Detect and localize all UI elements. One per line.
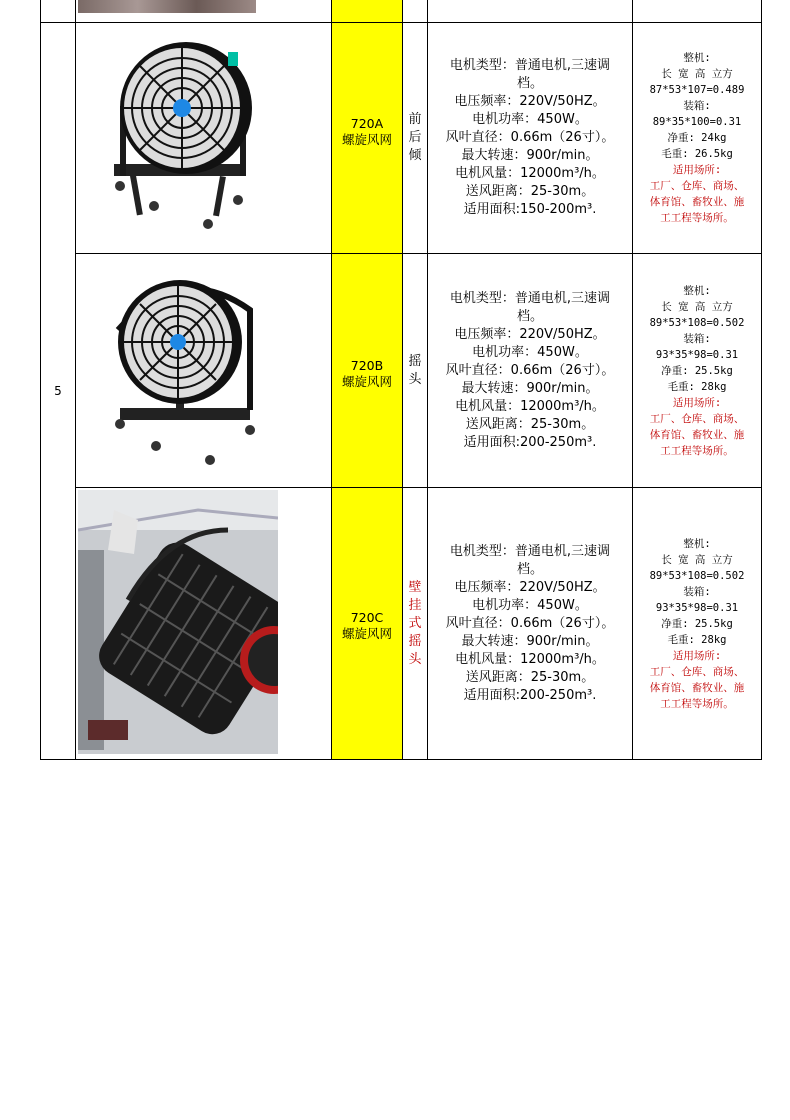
table-border [761,0,762,760]
spec-line: 电机类型：普通电机,三速调 [449,290,611,306]
use-line: 工工程等场所。 [660,444,734,457]
packing-info [633,23,761,253]
pack-dims: 长 宽 高 立方 [661,553,733,566]
spec-line: 最大转速：900r/min。 [461,633,599,649]
table-border [75,0,76,760]
net-weight: 净重: 25.5kg [661,617,733,630]
model-name: 螺旋风网 [341,374,392,389]
movement-char: 摇 [408,633,422,649]
use-line: 体育馆、畜牧业、施 [649,428,745,441]
spec-line: 风叶直径：0.66m（26寸）。 [445,130,615,145]
movement-char: 摇 [408,353,422,369]
spec-line: 适用面积:200-250m³. [463,687,597,703]
box-title: 装箱: [683,585,711,598]
movement-char: 前 [408,112,422,127]
gross-weight: 毛重: 28kg [667,633,727,646]
spec-description [428,254,632,487]
use-line: 工厂、仓库、商场、 [649,665,745,678]
table-border [40,759,762,760]
spec-line: 电压频率：220V/50HZ。 [454,579,606,595]
gross-weight: 毛重: 26.5kg [661,148,733,160]
net-weight: 净重: 25.5kg [661,364,733,377]
use-line: 体育馆、畜牧业、施 [649,196,745,208]
pack-dims: 长 宽 高 立方 [661,300,733,313]
spec-description [428,488,632,759]
pack-unit: 87*53*107=0.489 [649,84,745,96]
movement-char: 头 [408,651,422,667]
packing-info [633,488,761,759]
spec-line: 电机风量：12000m³/h。 [455,166,605,181]
box-dims: 89*35*100=0.31 [652,116,742,128]
spec-line: 送风距离：25-30m。 [465,416,595,432]
spec-line: 适用面积:150-200m³. [463,202,597,217]
model-code: 720C [350,610,384,625]
use-title: 适用场所: [672,164,722,176]
model-code: 720B [350,358,384,373]
floor-stand-drum-fan-icon [100,36,260,232]
movement-char: 头 [408,371,422,387]
spec-line: 电压频率：220V/50HZ。 [454,326,606,342]
spec-line: 电机功率：450W。 [472,344,588,360]
gross-weight: 毛重: 28kg [667,380,727,393]
spec-line: 电机功率：450W。 [472,597,588,613]
prev-row-image-strip [78,0,256,13]
spec-line: 风叶直径：0.66m（26寸）。 [445,362,615,378]
box-title: 装箱: [683,100,711,112]
spec-description [428,23,632,253]
movement-cell [403,488,427,759]
net-weight: 净重: 24kg [667,132,727,144]
movement-char: 挂 [408,597,422,613]
spec-line: 档。 [516,561,543,577]
spec-line: 档。 [516,76,543,91]
spec-line: 电压频率：220V/50HZ。 [454,94,606,109]
use-line: 体育馆、畜牧业、施 [649,681,745,694]
model-name-cell [332,112,402,152]
pack-unit: 89*53*108=0.502 [649,569,745,582]
use-line: 工厂、仓库、商场、 [649,412,745,425]
spec-line: 电机类型：普通电机,三速调 [449,543,611,559]
movement-char: 壁 [408,579,422,595]
spec-line: 送风距离：25-30m。 [465,184,595,199]
pack-title: 整机: [683,52,711,64]
use-line: 工厂、仓库、商场、 [649,180,745,192]
spec-line: 最大转速：900r/min。 [461,380,599,396]
spec-line: 风叶直径：0.66m（26寸）。 [445,615,615,631]
model-name-cell [332,606,402,646]
spec-line: 最大转速：900r/min。 [461,148,599,163]
spec-line: 适用面积:200-250m³. [463,434,597,450]
movement-char: 式 [408,615,422,631]
model-name-cell [332,354,402,394]
spec-line: 档。 [516,308,543,324]
box-title: 装箱: [683,332,711,345]
spec-line: 送风距离：25-30m。 [465,669,595,685]
wall-mounted-fan-photo-icon [78,490,278,754]
use-line: 工工程等场所。 [660,697,734,710]
use-title: 适用场所: [672,396,722,409]
model-name: 螺旋风网 [341,132,392,147]
packing-info [633,254,761,487]
movement-char: 倾 [408,148,422,163]
model-code: 720A [350,116,384,131]
oscillating-drum-fan-icon [110,270,262,466]
row-index: 5 [54,384,62,398]
box-dims: 93*35*98=0.31 [655,348,739,361]
prev-row-yellow-cell [332,0,402,22]
spec-line: 电机风量：12000m³/h。 [455,651,605,667]
spec-line: 电机类型：普通电机,三速调 [449,58,611,73]
pack-title: 整机: [683,537,711,550]
use-line: 工工程等场所。 [660,212,734,224]
movement-cell [403,23,427,253]
model-name: 螺旋风网 [341,626,392,641]
use-title: 适用场所: [672,649,722,662]
spec-line: 电机功率：450W。 [472,112,588,127]
pack-title: 整机: [683,284,711,297]
pack-unit: 89*53*108=0.502 [649,316,745,329]
movement-char: 后 [408,130,422,145]
spec-line: 电机风量：12000m³/h。 [455,398,605,414]
pack-dims: 长 宽 高 立方 [661,68,733,80]
movement-cell [403,254,427,487]
box-dims: 93*35*98=0.31 [655,601,739,614]
